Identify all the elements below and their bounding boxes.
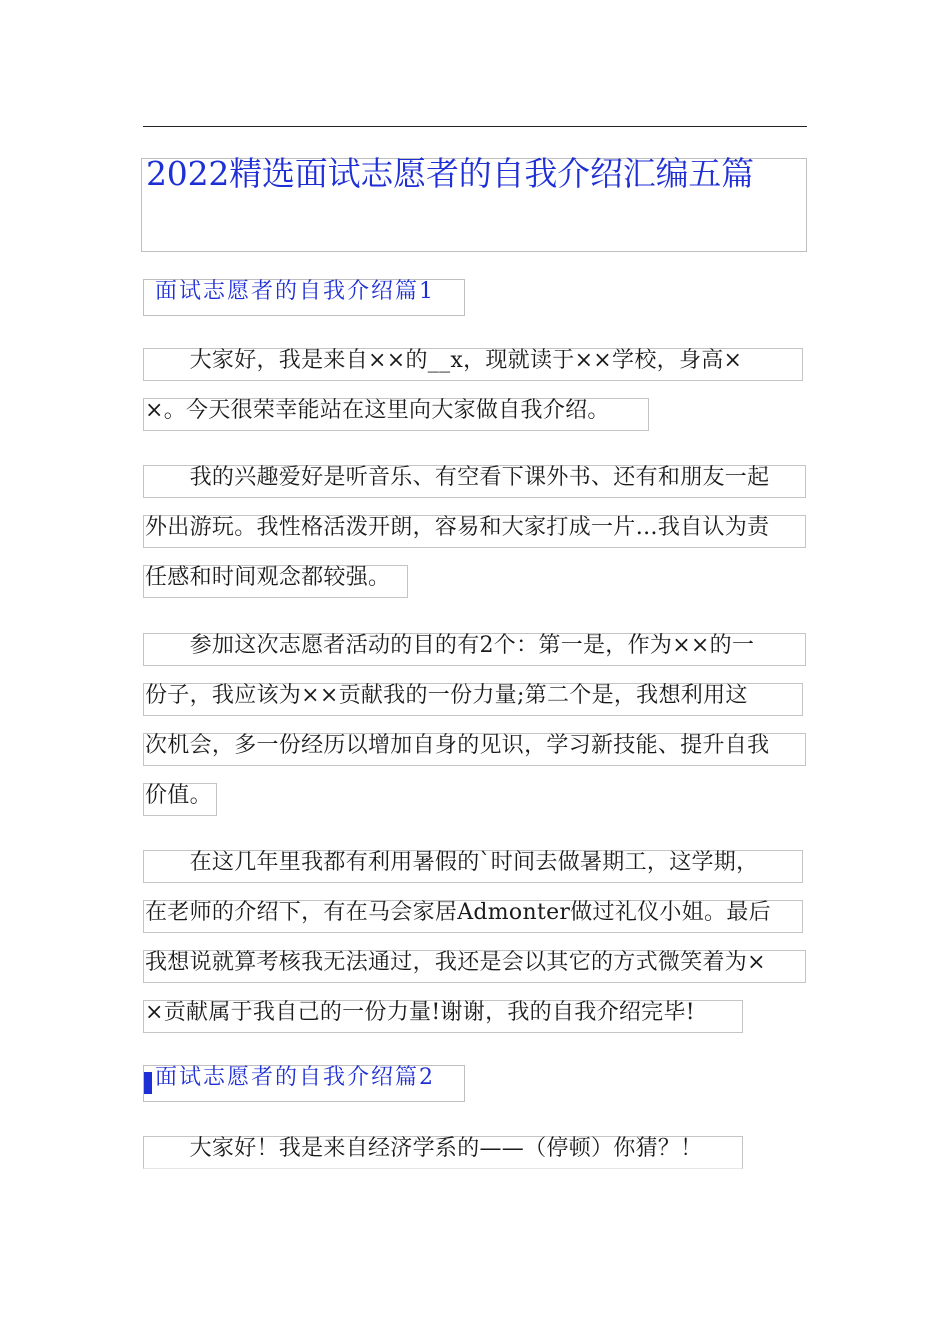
paragraph-line: 任感和时间观念都较强。 (145, 565, 391, 590)
paragraph-line: 大家好，我是来自××的__x，现就读于××学校，身高× (145, 348, 743, 373)
text-cursor-marker (144, 1072, 152, 1094)
paragraph-line: 我想说就算考核我无法通过，我还是会以其它的方式微笑着为× (145, 950, 766, 975)
paragraph-line: ×贡献属于我自己的一份力量!谢谢，我的自我介绍完毕! (145, 1000, 695, 1025)
paragraph-line: ×。今天很荣幸能站在这里向大家做自我介绍。 (145, 398, 610, 423)
paragraph-line: 大家好！我是来自经济学系的——（停顿）你猜？！ (145, 1136, 703, 1161)
section-1-heading: 面试志愿者的自我介绍篇1 (155, 279, 435, 304)
paragraph-line: 参加这次志愿者活动的目的有2个：第一是，作为××的一 (145, 633, 755, 658)
paragraph-line: 我的兴趣爱好是听音乐、有空看下课外书、还有和朋友一起 (145, 465, 770, 490)
paragraph-line: 次机会，多一份经历以增加自身的见识，学习新技能、提升自我 (145, 733, 770, 758)
paragraph-line: 在这几年里我都有利用暑假的`时间去做暑期工，这学期， (145, 850, 759, 875)
paragraph-line: 外出游玩。我性格活泼开朗，容易和大家打成一片…我自认为责 (145, 515, 770, 540)
paragraph-line: 价值。 (145, 783, 212, 808)
paragraph-line: 份子，我应该为××贡献我的一份力量;第二个是，我想利用这 (145, 683, 748, 708)
section-2-heading: 面试志愿者的自我介绍篇2 (155, 1065, 435, 1090)
paragraph-line: 在老师的介绍下，有在马会家居Admonter做过礼仪小姐。最后 (145, 900, 771, 925)
document-title: 2022精选面试志愿者的自我介绍汇编五篇 (146, 154, 754, 193)
top-rule (143, 126, 807, 127)
